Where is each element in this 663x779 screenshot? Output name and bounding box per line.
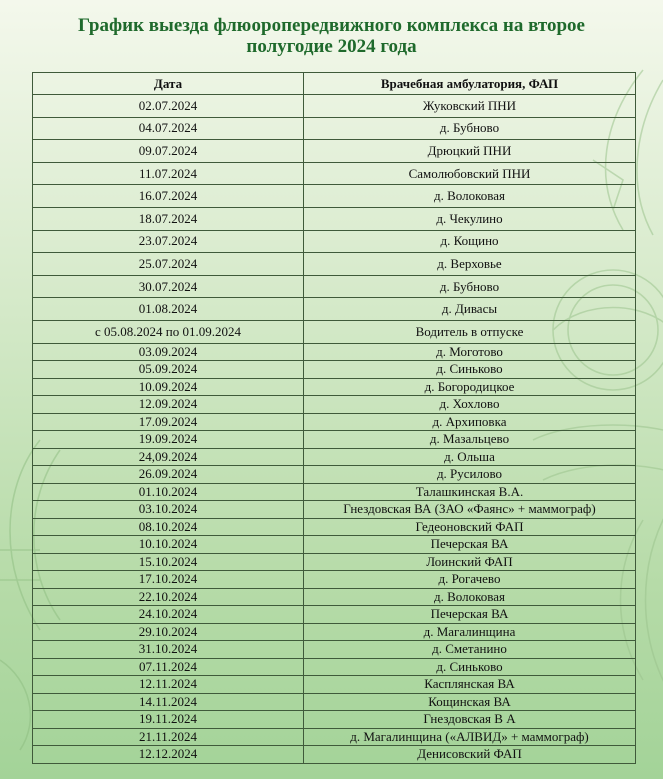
cell-date: 03.09.2024 [33, 343, 304, 361]
cell-date: 29.10.2024 [33, 623, 304, 641]
cell-date: 10.09.2024 [33, 378, 304, 396]
cell-date: 24,09.2024 [33, 448, 304, 466]
cell-place: д. Мазальцево [304, 431, 636, 449]
cell-place: д. Рогачево [304, 571, 636, 589]
table-header-row [33, 73, 636, 95]
cell-place: Гнездовская В А [304, 711, 636, 729]
table-row [33, 117, 636, 140]
table-row [33, 466, 636, 484]
cell-date: 26.09.2024 [33, 466, 304, 484]
table-row [33, 185, 636, 208]
table-row [33, 253, 636, 276]
table-row [33, 501, 636, 519]
cell-place: Денисовский ФАП [304, 746, 636, 764]
cell-date: 03.10.2024 [33, 501, 304, 519]
cell-place: д. Дивасы [304, 298, 636, 321]
table-row [33, 553, 636, 571]
cell-date: 16.07.2024 [33, 185, 304, 208]
cell-date: 07.11.2024 [33, 658, 304, 676]
cell-date: 31.10.2024 [33, 641, 304, 659]
table-row [33, 641, 636, 659]
cell-place: Печерская ВА [304, 606, 636, 624]
title-line-2: полугодие 2024 года [246, 36, 417, 57]
cell-place: д. Архиповка [304, 413, 636, 431]
cell-date: 21.11.2024 [33, 728, 304, 746]
table-row [33, 606, 636, 624]
table-row [33, 711, 636, 729]
table-row [33, 162, 636, 185]
title-line-1: График выезда флюоропередвижного комплекса на второе [78, 15, 585, 36]
cell-date: 01.08.2024 [33, 298, 304, 321]
cell-date: 10.10.2024 [33, 536, 304, 554]
table-row [33, 95, 636, 118]
table-row [33, 396, 636, 414]
cell-place: д. Магалинщина («АЛВИД» + маммограф) [304, 728, 636, 746]
cell-date: 17.10.2024 [33, 571, 304, 589]
cell-date: 14.11.2024 [33, 693, 304, 711]
cell-date: 04.07.2024 [33, 117, 304, 140]
table-row [33, 140, 636, 163]
table-row [33, 448, 636, 466]
header-place: Врачебная амбулатория, ФАП [304, 73, 636, 95]
table-row [33, 693, 636, 711]
cell-place: Лоинский ФАП [304, 553, 636, 571]
cell-place: д. Богородицкое [304, 378, 636, 396]
cell-date: 11.07.2024 [33, 162, 304, 185]
cell-place: д. Сметанино [304, 641, 636, 659]
table-row [33, 431, 636, 449]
cell-place: д. Бубново [304, 275, 636, 298]
cell-date: 09.07.2024 [33, 140, 304, 163]
cell-date: 30.07.2024 [33, 275, 304, 298]
table-row [33, 728, 636, 746]
cell-place: д. Хохлово [304, 396, 636, 414]
page-title [0, 15, 663, 57]
cell-place: Самолюбовский ПНИ [304, 162, 636, 185]
cell-place: д. Верховье [304, 253, 636, 276]
table-row [33, 378, 636, 396]
table-row [33, 320, 636, 343]
cell-place: д. Магалинщина [304, 623, 636, 641]
cell-place: Талашкинская В.А. [304, 483, 636, 501]
cell-place: Кощинская ВА [304, 693, 636, 711]
table-row [33, 298, 636, 321]
cell-date: 02.07.2024 [33, 95, 304, 118]
table-row [33, 413, 636, 431]
cell-place: д. Русилово [304, 466, 636, 484]
table-row [33, 536, 636, 554]
cell-place: д. Моготово [304, 343, 636, 361]
cell-place: д. Чекулино [304, 207, 636, 230]
header-date: Дата [33, 73, 304, 95]
cell-date: 12.12.2024 [33, 746, 304, 764]
cell-date: 22.10.2024 [33, 588, 304, 606]
cell-date: 25.07.2024 [33, 253, 304, 276]
cell-date: 12.11.2024 [33, 676, 304, 694]
cell-place: Гедеоновский ФАП [304, 518, 636, 536]
cell-date: 18.07.2024 [33, 207, 304, 230]
table-row [33, 343, 636, 361]
cell-place: д. Волоковая [304, 588, 636, 606]
table-row [33, 623, 636, 641]
table-row [33, 361, 636, 379]
table-row [33, 746, 636, 764]
cell-date: 01.10.2024 [33, 483, 304, 501]
cell-place: Жуковский ПНИ [304, 95, 636, 118]
table-row [33, 230, 636, 253]
table-row [33, 676, 636, 694]
cell-place: д. Бубново [304, 117, 636, 140]
table-row [33, 658, 636, 676]
table-row [33, 518, 636, 536]
cell-date: с 05.08.2024 по 01.09.2024 [33, 320, 304, 343]
cell-place: д. Синьково [304, 658, 636, 676]
cell-place: д. Ольша [304, 448, 636, 466]
cell-date: 12.09.2024 [33, 396, 304, 414]
cell-date: 24.10.2024 [33, 606, 304, 624]
table-row [33, 588, 636, 606]
cell-date: 15.10.2024 [33, 553, 304, 571]
table-row [33, 571, 636, 589]
table-row [33, 275, 636, 298]
cell-place: Дрюцкий ПНИ [304, 140, 636, 163]
cell-date: 17.09.2024 [33, 413, 304, 431]
cell-place: д. Волоковая [304, 185, 636, 208]
cell-place: Гнездовская ВА (ЗАО «Фаянс» + маммограф) [304, 501, 636, 519]
cell-place: д. Кощино [304, 230, 636, 253]
cell-date: 23.07.2024 [33, 230, 304, 253]
cell-place: Водитель в отпуске [304, 320, 636, 343]
schedule-table [32, 72, 636, 764]
cell-date: 08.10.2024 [33, 518, 304, 536]
table-row [33, 207, 636, 230]
cell-date: 05.09.2024 [33, 361, 304, 379]
cell-place: Печерская ВА [304, 536, 636, 554]
table-row [33, 483, 636, 501]
cell-date: 19.09.2024 [33, 431, 304, 449]
cell-place: Касплянская ВА [304, 676, 636, 694]
cell-date: 19.11.2024 [33, 711, 304, 729]
cell-place: д. Синьково [304, 361, 636, 379]
